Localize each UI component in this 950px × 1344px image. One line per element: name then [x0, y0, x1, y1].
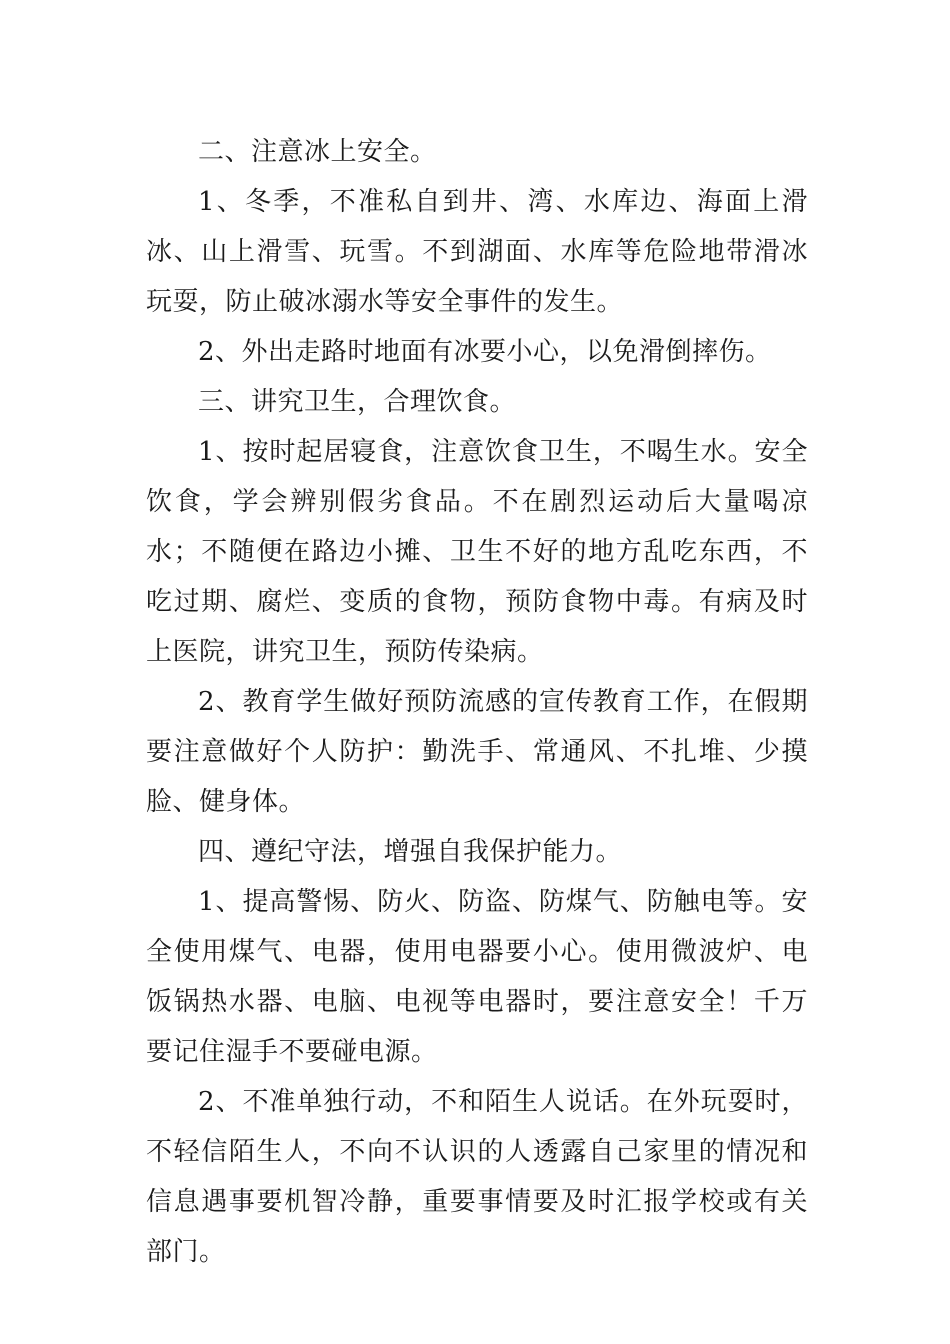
paragraph-ice-rule-1: 1、冬季，不准私自到井、湾、水库边、海面上滑冰、山上滑雪、玩雪。不到湖面、水库等危险地带滑冰玩耍，防止破冰溺水等安全事件的发生。 — [146, 187, 808, 317]
paragraph-ice-rule-2: 2、外出走路时地面有冰要小心，以免滑倒摔伤。 — [198, 337, 772, 367]
section-heading-ice-safety: 二、注意冰上安全。 — [198, 137, 437, 167]
paragraph-hygiene-rule-1: 1、按时起居寝食，注意饮食卫生，不喝生水。安全饮食，学会辨别假劣食品。不在剧烈运动后大量喝凉水；不随便在路边小摊、卫生不好的地方乱吃东西，不吃过期、腐烂、变质的食物，预防食物中毒。有病及时上医院，讲究卫生，预防传染病。 — [146, 437, 808, 667]
paragraph-protection-rule-2: 2、不准单独行动，不和陌生人说话。在外玩耍时，不轻信陌生人，不向不认识的人透露自己家里的情况和信息遇事要机智冷静，重要事情要及时汇报学校或有关部门。 — [146, 1087, 808, 1267]
paragraph-hygiene-rule-2: 2、教育学生做好预防流感的宣传教育工作，在假期要注意做好个人防护：勤洗手、常通风、不扎堆、少摸脸、健身体。 — [146, 687, 808, 817]
paragraph-protection-rule-1: 1、提高警惕、防火、防盗、防煤气、防触电等。安全使用煤气、电器，使用电器要小心。使用微波炉、电饭锅热水器、电脑、电视等电器时，要注意安全！千万要记住湿手不要碰电源。 — [146, 887, 808, 1067]
document-body — [146, 127, 808, 1277]
section-heading-hygiene-diet: 三、讲究卫生，合理饮食。 — [198, 387, 517, 417]
section-heading-law-self-protection: 四、遵纪守法，增强自我保护能力。 — [198, 837, 623, 867]
